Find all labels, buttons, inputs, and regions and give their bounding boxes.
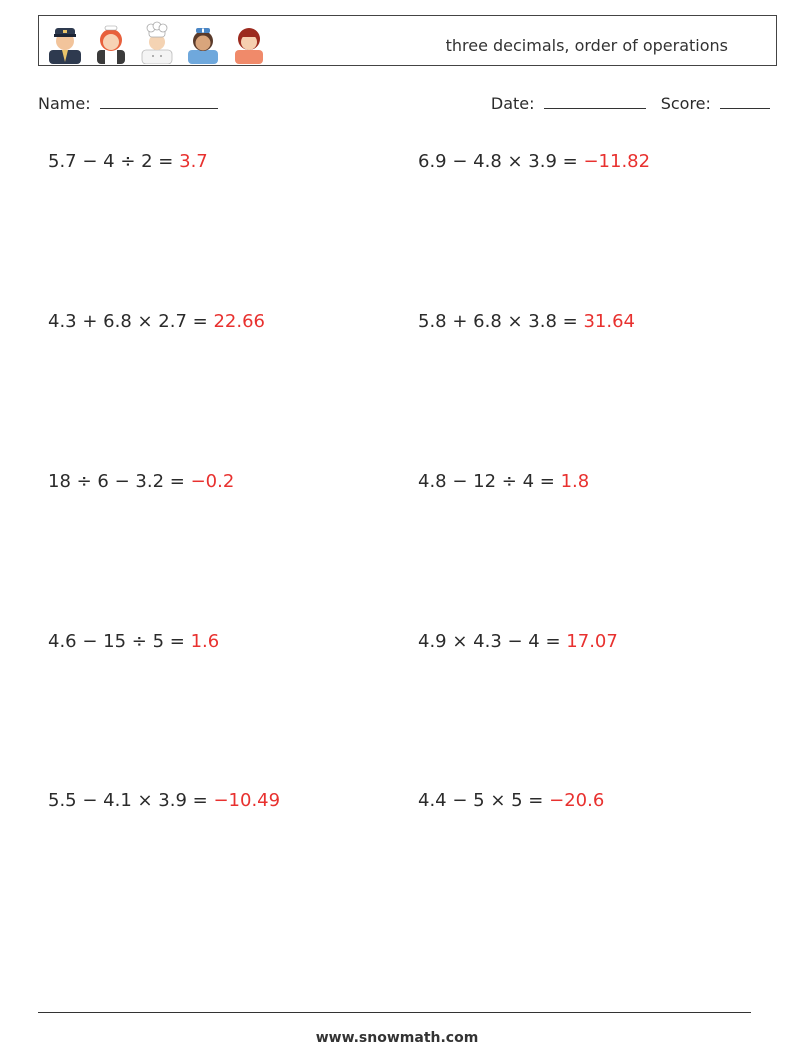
problem-5 — [48, 471, 234, 492]
problem-answer: −10.49 — [213, 790, 281, 811]
problem-answer: 1.6 — [190, 631, 220, 652]
problem-4 — [418, 311, 635, 332]
problem-6 — [418, 471, 589, 492]
problem-expression: 18 ÷ 6 − 3.2 = — [48, 471, 185, 492]
problem-2 — [418, 151, 650, 172]
problem-answer: 22.66 — [213, 311, 265, 332]
pilot-avatar-icon — [45, 20, 85, 64]
score-blank[interactable] — [720, 94, 770, 109]
red-haired-woman-avatar-icon — [91, 20, 131, 64]
problem-expression: 4.8 − 12 ÷ 4 = — [418, 471, 555, 492]
woman-avatar-icon — [229, 20, 269, 64]
problem-expression: 4.4 − 5 × 5 = — [418, 790, 544, 811]
problem-9 — [48, 790, 280, 811]
problem-answer: −0.2 — [190, 471, 235, 492]
footer-divider — [38, 1012, 751, 1013]
chef-avatar-icon — [137, 20, 177, 64]
footer-url[interactable]: www.snowmath.com — [315, 1030, 479, 1046]
problem-expression: 6.9 − 4.8 × 3.9 = — [418, 151, 578, 172]
worksheet-header — [38, 15, 777, 66]
problem-expression: 5.7 − 4 ÷ 2 = — [48, 151, 174, 172]
problem-10 — [418, 790, 604, 811]
worksheet-title: three decimals, order of operations — [445, 36, 728, 55]
avatar-row — [45, 20, 269, 64]
name-blank[interactable] — [100, 94, 218, 109]
problem-answer: −20.6 — [549, 790, 605, 811]
problem-1 — [48, 151, 208, 172]
date-blank[interactable] — [544, 94, 646, 109]
name-field[interactable] — [38, 94, 218, 113]
problem-answer: 31.64 — [583, 311, 635, 332]
problem-answer: 17.07 — [566, 631, 618, 652]
name-label: Name: — [38, 94, 91, 113]
problem-7 — [48, 631, 219, 652]
date-score-fields — [491, 94, 770, 113]
problem-3 — [48, 311, 265, 332]
problem-expression: 5.8 + 6.8 × 3.8 = — [418, 311, 578, 332]
problem-answer: 1.8 — [560, 471, 590, 492]
problem-8 — [418, 631, 618, 652]
problem-expression: 4.3 + 6.8 × 2.7 = — [48, 311, 208, 332]
problem-answer: −11.82 — [583, 151, 651, 172]
problem-answer: 3.7 — [179, 151, 208, 172]
problem-expression: 4.9 × 4.3 − 4 = — [418, 631, 561, 652]
date-label: Date: — [490, 94, 535, 113]
problem-expression: 5.5 − 4.1 × 3.9 = — [48, 790, 208, 811]
nurse-avatar-icon — [183, 20, 223, 64]
score-label: Score: — [660, 94, 711, 113]
problem-expression: 4.6 − 15 ÷ 5 = — [48, 631, 185, 652]
